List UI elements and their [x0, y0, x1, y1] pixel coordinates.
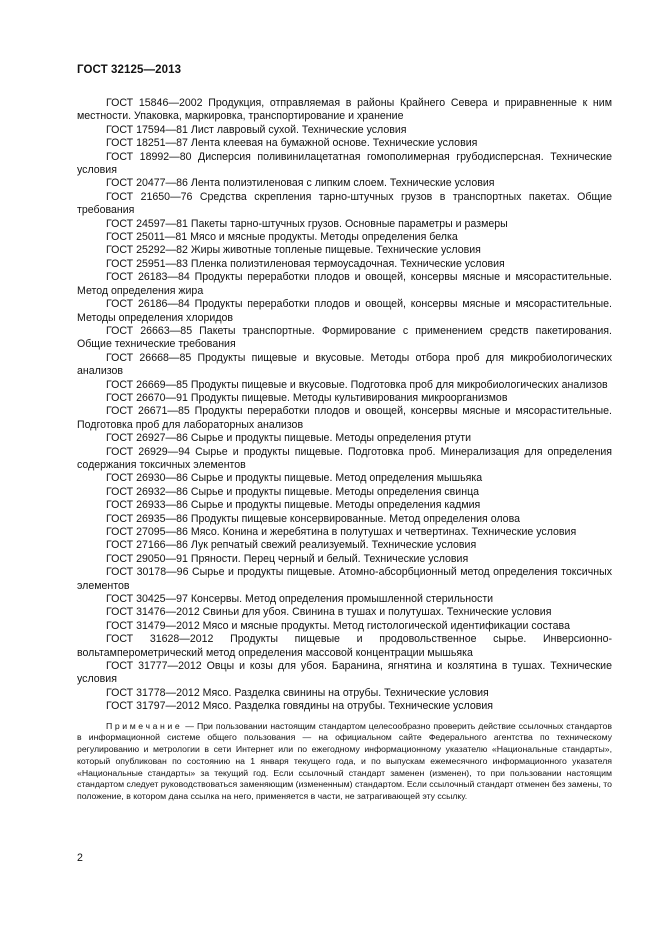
reference-entry: ГОСТ 26930—86 Сырье и продукты пищевые. Метод определения мышьяка	[106, 472, 483, 485]
reference-entry: ГОСТ 31628—2012 Продукты пищевые и продовольственное сырье. Инверсионно-вольтамперометрический метод определения массовой концентрации мышьяка	[77, 633, 612, 659]
reference-entry: ГОСТ 26935—86 Продукты пищевые консервированные. Метод определения олова	[106, 512, 520, 525]
page-header-title: ГОСТ 32125—2013	[77, 64, 182, 76]
note-text: — При пользовании настоящим стандартом целесообразно проверить действие ссылочных стандартов в информационной системе общего пользования — на официальном сайте Федерального агентства по техническому регулированию и метрологии в сети Интернет или по ежегодному информационному указателю «Национальные стандарты», который опубликован по состоянию на 1 января текущего года, и по выпускам ежемесячного информационного указателя «Национальные стандарты» за текущий год. Если ссылочный стандарт заменен (изменен), то при пользовании настоящим стандартом следует руководствоваться заменяющим (измененным) стандартом. Если ссылочный стандарт отменен без замены, то положение, в котором дана ссылка на него, применяется в части, не затрагивающей эту ссылку.	[77, 720, 612, 801]
note-label: Примечание	[106, 720, 183, 731]
reference-entry: ГОСТ 26668—85 Продукты пищевые и вкусовые. Методы отбора проб для микробиологических анализов	[77, 351, 612, 378]
reference-entry: ГОСТ 26670—91 Продукты пищевые. Методы культивирования микроорганизмов	[106, 391, 508, 404]
reference-entry: ГОСТ 31479—2012 Мясо и мясные продукты. Метод гистологической идентификации состава	[106, 619, 570, 632]
reference-entry: ГОСТ 18251—87 Лента клеевая на бумажной основе. Технические условия	[106, 137, 478, 150]
document-body	[77, 97, 612, 811]
reference-entry: ГОСТ 18992—80 Дисперсия поливинилацетатная гомополимерная грубодисперсная. Технические условия	[77, 150, 612, 177]
reference-entry: ГОСТ 27166—86 Лук репчатый свежий реализуемый. Технические условия	[106, 539, 477, 552]
reference-entry: ГОСТ 26663—85 Пакеты транспортные. Формирование с применением средств пакетирования. Общие технические требования	[77, 324, 612, 351]
reference-entry: ГОСТ 21650—76 Средства скрепления тарно-штучных грузов в транспортных пакетах. Общие требования	[77, 190, 612, 217]
reference-entry: ГОСТ 26183—84 Продукты переработки плодов и овощей, консервы мясные и мясорастительные. Метод определения жира	[77, 271, 612, 297]
reference-entry: ГОСТ 26186—84 Продукты переработки плодов и овощей, консервы мясные и мясорастительные. Методы определения хлоридов	[77, 298, 612, 324]
reference-entry: ГОСТ 31797—2012 Мясо. Разделка говядины на отрубы. Технические условия	[106, 700, 494, 713]
reference-entry: ГОСТ 26932—86 Сырье и продукты пищевые. Методы определения свинца	[106, 485, 480, 498]
reference-entry: ГОСТ 26933—86 Сырье и продукты пищевые. Методы определения кадмия	[106, 499, 481, 512]
reference-entry: ГОСТ 30178—96 Сырье и продукты пищевые. Атомно-абсорбционный метод определения токсичных элементов	[77, 566, 612, 592]
note-paragraph	[77, 721, 612, 803]
reference-entry: ГОСТ 29050—91 Пряности. Перец черный и белый. Технические условия	[106, 552, 469, 565]
reference-entry: ГОСТ 26671—85 Продукты переработки плодов и овощей, консервы мясные и мясорастительные. Подготовка проб для лабораторных анализов	[77, 405, 612, 431]
reference-entry: ГОСТ 26927—86 Сырье и продукты пищевые. Методы определения ртути	[106, 432, 472, 445]
reference-entry: ГОСТ 25292—82 Жиры животные топленые пищевые. Технические условия	[106, 244, 481, 257]
reference-entry: ГОСТ 15846—2002 Продукция, отправляемая в районы Крайнего Севера и приравненные к ним местности. Упаковка, маркировка, транспортирование и хранение	[77, 97, 612, 123]
reference-entry: ГОСТ 26929—94 Сырье и продукты пищевые. Подготовка проб. Минерализация для определения содержания токсичных элементов	[77, 445, 612, 471]
reference-entry: ГОСТ 20477—86 Лента полиэтиленовая с липким слоем. Технические условия	[106, 177, 495, 190]
reference-entry: ГОСТ 25951—83 Пленка полиэтиленовая термоусадочная. Технические условия	[106, 257, 505, 270]
reference-entry: ГОСТ 30425—97 Консервы. Метод определения промышленной стерильности	[106, 593, 494, 606]
reference-entry: ГОСТ 31777—2012 Овцы и козы для убоя. Баранина, ягнятина и козлятина в тушах. Технические условия	[77, 660, 612, 686]
reference-entry: ГОСТ 17594—81 Лист лавровый сухой. Технические условия	[106, 123, 407, 136]
reference-entry: ГОСТ 26669—85 Продукты пищевые и вкусовые. Подготовка проб для микробиологических анализов	[106, 378, 608, 391]
reference-entry: ГОСТ 31476—2012 Свиньи для убоя. Свинина в тушах и полутушах. Технические условия	[106, 606, 552, 619]
reference-entry: ГОСТ 25011—81 Мясо и мясные продукты. Методы определения белка	[106, 231, 458, 244]
page-number: 2	[77, 852, 83, 864]
references-list	[77, 97, 612, 714]
reference-entry: ГОСТ 31778—2012 Мясо. Разделка свинины на отрубы. Технические условия	[106, 686, 489, 699]
reference-entry: ГОСТ 27095—86 Мясо. Конина и жеребятина в полутушах и четвертинах. Технические условия	[106, 526, 577, 538]
reference-entry: ГОСТ 24597—81 Пакеты тарно-штучных грузов. Основные параметры и размеры	[106, 217, 508, 230]
